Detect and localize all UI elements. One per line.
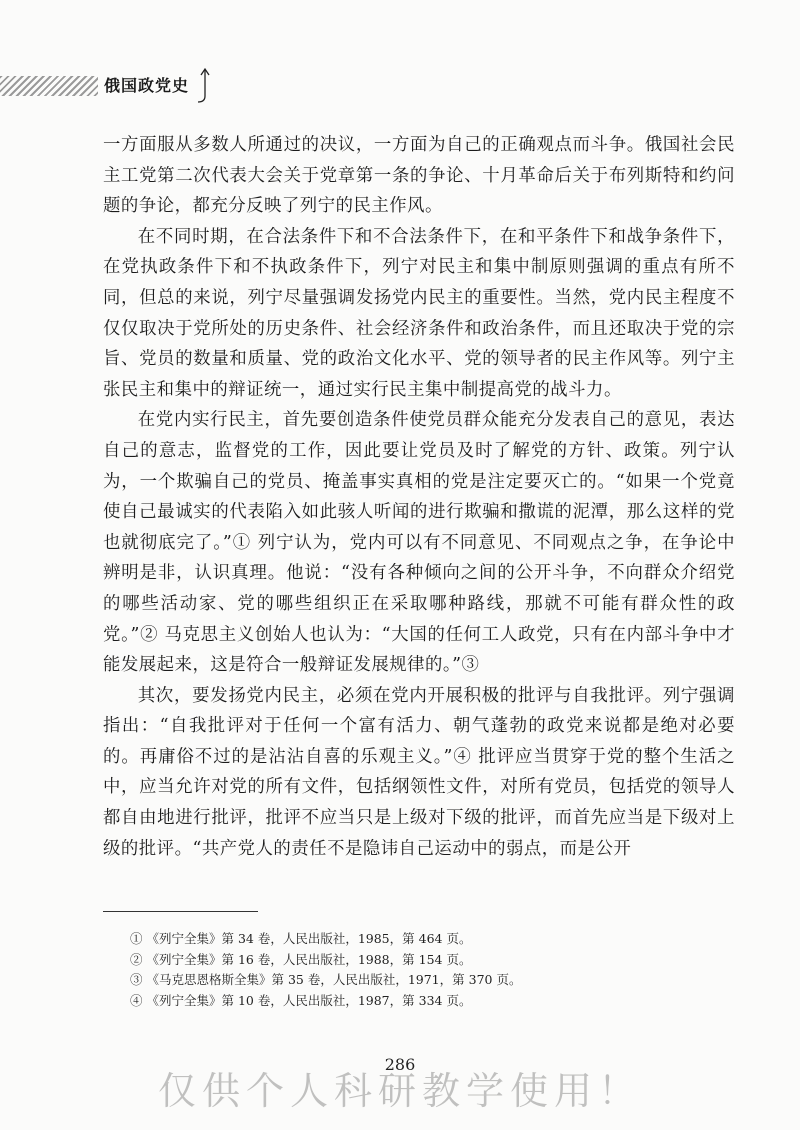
footnote-1: ① 《列宁全集》第 34 卷，人民出版社，1985，第 464 页。 (130, 931, 472, 946)
main-text (103, 130, 735, 864)
header-decoration (0, 76, 98, 96)
paragraph-2: 在不同时期，在合法条件下和不合法条件下，在和平条件下和战争条件下，在党执政条件下和不执政条件下，列宁对民主和集中制原则强调的重点有所不同，但总的来说，列宁尽量强调发扬党内民主的重要性。当然，党内民主程度不仅仅取决于党所处的历史条件、社会经济条件和政治条件，而且还取决于党的宗旨、党员的数量和质量、党的政治文化水平、党的领导者的民主作风等。列宁主张民主和集中的辩证统一，通过实行民主集中制提高党的战斗力。 (103, 226, 735, 400)
footnote-4: ④ 《列宁全集》第 10 卷，人民出版社，1987，第 334 页。 (130, 992, 472, 1008)
page-number: 286 (384, 1055, 416, 1074)
header-arrow-icon (196, 66, 216, 106)
watermark: 仅供个人科研教学使用！ (157, 1069, 642, 1113)
footnotes (130, 929, 730, 1011)
paragraph-4: 其次，要发扬党内民主，必须在党内开展积极的批评与自我批评。列宁强调指出：“自我批评对于任何一个富有活力、朝气蓬勃的政党来说都是绝对必要的。再庸俗不过的是沾沾自喜的乐观主义。”④ 批评应当贯穿于党的整个生活之中，应当允许对党的所有文件，包括纲领性文件，对所有党员，包括党的领导人都自由地进行批评，批评不应当只是上级对下级的批评，而首先应当是下级对上级的批评。“共产党人的责任不是隐讳自己运动中的弱点，而是公开 (103, 685, 735, 859)
footnote-2: ② 《列宁全集》第 16 卷，人民出版社，1988，第 154 页。 (130, 951, 472, 967)
footnote-3: ③ 《马克思恩格斯全集》第 35 卷，人民出版社，1971，第 370 页。 (130, 972, 522, 987)
paragraph-1: 一方面服从多数人所通过的决议，一方面为自己的正确观点而斗争。俄国社会民主工党第二次代表大会关于党章第一条的争论、十月革命后关于布列斯特和约问题的争论，都充分反映了列宁的民主作风。 (103, 135, 735, 217)
footnote-divider (103, 911, 258, 912)
running-header-title: 俄国政党史 (104, 76, 190, 95)
paragraph-3: 在党内实行民主，首先要创造条件使党员群众能充分发表自己的意见，表达自己的意志，监督党的工作，因此要让党员及时了解党的方针、政策。列宁认为，一个欺骗自己的党员、掩盖事实真相的党是注定要灭亡的。“如果一个党竟使自己最诚实的代表陷入如此骇人听闻的进行欺骗和撒谎的泥潭，那么这样的党也就彻底完了。”① 列宁认为，党内可以有不同意见、不同观点之争，在争论中辨明是非，认识真理。他说：“没有各种倾向之间的公开斗争，不向群众介绍党的哪些活动家、党的哪些组织正在采取哪种路线，那就不可能有群众性的政党。”② 马克思主义创始人也认为：“大国的任何工人政党，只有在内部斗争中才能发展起来，这是符合一般辩证发展规律的。”③ (103, 410, 735, 676)
